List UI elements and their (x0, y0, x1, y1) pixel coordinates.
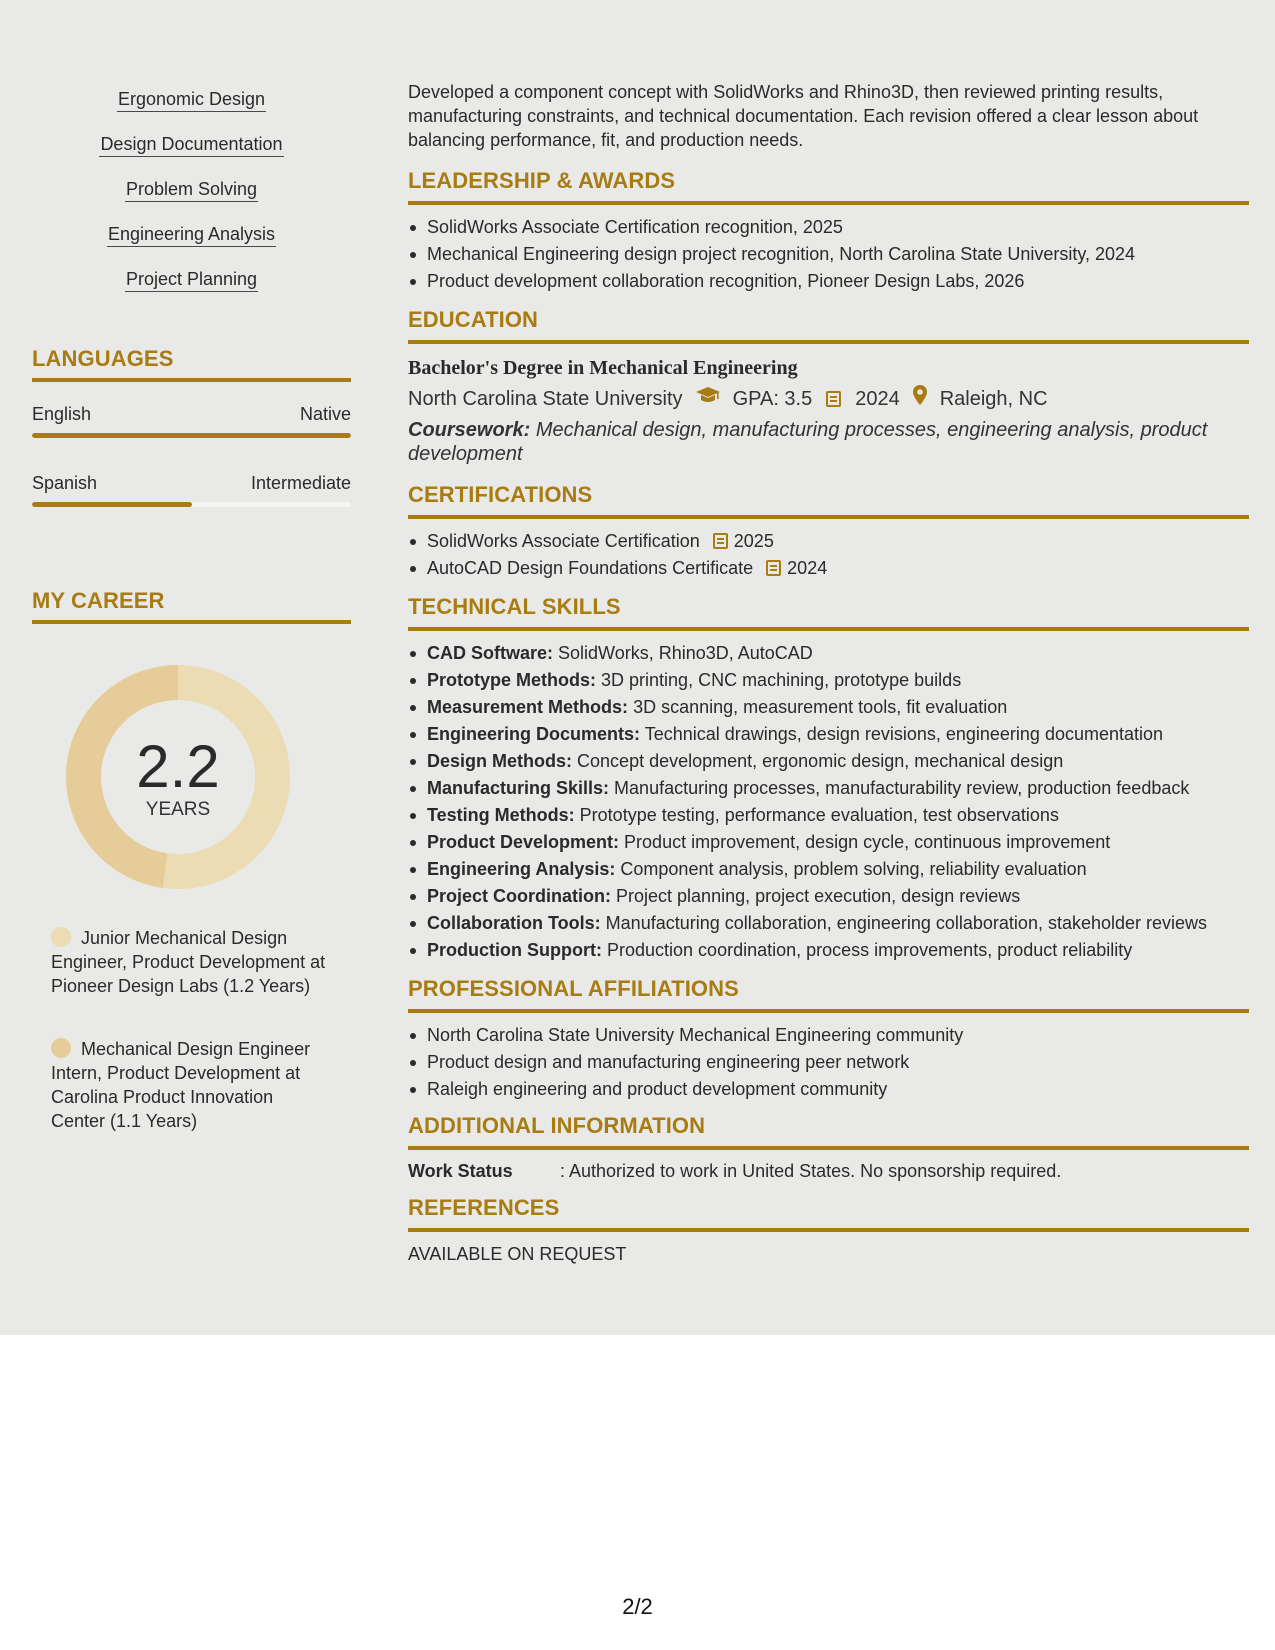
language-level: Intermediate (250, 473, 351, 493)
skills-list (32, 86, 351, 311)
section-rule (408, 1228, 1249, 1232)
list-item: Product design and manufacturing engineering peer network (408, 1049, 1249, 1076)
leadership-section (408, 168, 1249, 295)
career-section (32, 588, 351, 624)
list-item: Product Development: Product improvement, design cycle, continuous improvement (408, 829, 1249, 856)
language-proficiency-bar (32, 502, 351, 507)
list-item: Project Coordination: Project planning, project execution, design reviews (408, 883, 1249, 910)
career-unit: YEARS (145, 799, 211, 820)
graduation-year: 2024 (855, 388, 900, 410)
list-item: Product development collaboration recognition, Pioneer Design Labs, 2026 (408, 268, 1249, 295)
list-item: CAD Software: SolidWorks, Rhino3D, AutoCAD (408, 640, 1249, 667)
legend-dot (51, 927, 71, 947)
certifications-list (408, 528, 1249, 582)
language-proficiency-bar (32, 433, 351, 438)
references-section (408, 1195, 1249, 1266)
certifications-heading: CERTIFICATIONS (408, 482, 593, 507)
list-item: Engineering Analysis: Component analysis, problem solving, reliability evaluation (408, 856, 1249, 883)
skill-item: Project Planning (32, 266, 351, 311)
list-item: Mechanical Engineering design project recognition, North Carolina State University, 2024 (408, 241, 1249, 268)
section-rule (408, 1146, 1249, 1150)
list-item: SolidWorks Associate Certification recognition, 2025 (408, 214, 1249, 241)
leadership-heading: LEADERSHIP & AWARDS (408, 168, 676, 193)
list-item: Production Support: Production coordination, process improvements, product reliability (408, 937, 1249, 964)
graduation-cap-icon (695, 385, 721, 413)
coursework: Coursework: Mechanical design, manufacturing processes, engineering analysis, product development (408, 419, 1208, 465)
career-donut-chart (66, 665, 290, 889)
education-heading: EDUCATION (408, 307, 539, 332)
list-item: Prototype Methods: 3D printing, CNC machining, prototype builds (408, 667, 1249, 694)
affiliations-section (408, 976, 1249, 1103)
work-status-row (408, 1159, 1249, 1183)
technical-skills-list (408, 640, 1249, 964)
languages-section (32, 346, 351, 382)
calendar-icon (713, 533, 728, 549)
list-item: Measurement Methods: 3D scanning, measurement tools, fit evaluation (408, 694, 1249, 721)
section-rule (32, 378, 351, 382)
skill-item: Engineering Analysis (32, 221, 351, 266)
career-legend-item: Mechanical Design Engineer Intern, Product Development at Carolina Product Innovation Center (1.1 Years) (51, 1039, 311, 1131)
language-item-spanish (32, 472, 351, 507)
career-legend-item: Junior Mechanical Design Engineer, Product Development at Pioneer Design Labs (1.2 Years) (51, 928, 326, 996)
list-item: North Carolina State University Mechanical Engineering community (408, 1022, 1249, 1049)
references-heading: REFERENCES (408, 1195, 560, 1220)
certifications-section (408, 482, 1249, 582)
list-item: AutoCAD Design Foundations Certificate 2024 (408, 555, 1249, 582)
degree-title: Bachelor's Degree in Mechanical Engineering (408, 357, 798, 379)
skill-item: Ergonomic Design (32, 86, 351, 131)
additional-info-heading: ADDITIONAL INFORMATION (408, 1113, 706, 1138)
section-rule (408, 201, 1249, 205)
list-item: Engineering Documents: Technical drawings, design revisions, engineering documentation (408, 721, 1249, 748)
intro-paragraph: Developed a component concept with SolidWorks and Rhino3D, then reviewed printing results, manufacturing constraints, and technical documentation. Each revision offered a clear lesson about balancing performance, fit, and production needs. (408, 82, 1199, 150)
additional-info-section (408, 1113, 1249, 1183)
location: Raleigh, NC (939, 388, 1048, 410)
section-rule (408, 340, 1249, 344)
proficiency-fill (32, 433, 351, 438)
school-name: North Carolina State University (408, 388, 683, 410)
references-text: AVAILABLE ON REQUEST (408, 1244, 627, 1264)
language-name: Spanish (32, 473, 98, 493)
languages-heading: LANGUAGES (32, 346, 174, 371)
affiliations-list (408, 1022, 1249, 1103)
education-section (408, 307, 1249, 466)
work-status-value: : Authorized to work in United States. No sponsorship required. (560, 1161, 1062, 1181)
list-item: Manufacturing Skills: Manufacturing processes, manufacturability review, production feedback (408, 775, 1249, 802)
career-heading: MY CAREER (32, 588, 165, 613)
calendar-icon (826, 391, 841, 407)
skill-item: Problem Solving (32, 176, 351, 221)
proficiency-fill (32, 502, 192, 507)
gpa: GPA: 3.5 (732, 388, 813, 410)
legend-dot (51, 1038, 71, 1058)
technical-skills-heading: TECHNICAL SKILLS (408, 594, 621, 619)
list-item: Testing Methods: Prototype testing, performance evaluation, test observations (408, 802, 1249, 829)
leadership-list (408, 214, 1249, 295)
section-rule (408, 627, 1249, 631)
list-item: Collaboration Tools: Manufacturing collaboration, engineering collaboration, stakeholder reviews (408, 910, 1249, 937)
page-number: 2/2 (622, 1594, 653, 1619)
section-rule (408, 1009, 1249, 1013)
coursework-label: Coursework: (408, 419, 531, 441)
section-rule (32, 620, 351, 624)
education-meta (408, 384, 1249, 414)
skill-item: Design Documentation (32, 131, 351, 176)
technical-skills-section (408, 594, 1249, 964)
list-item: SolidWorks Associate Certification 2025 (408, 528, 1249, 555)
list-item: Raleigh engineering and product development community (408, 1076, 1249, 1103)
language-name: English (32, 404, 92, 424)
career-total: 2.2 (136, 733, 220, 800)
section-rule (408, 515, 1249, 519)
affiliations-heading: PROFESSIONAL AFFILIATIONS (408, 976, 739, 1001)
calendar-icon (766, 560, 781, 576)
list-item: Design Methods: Concept development, ergonomic design, mechanical design (408, 748, 1249, 775)
language-item-english (32, 403, 351, 438)
work-status-label: Work Status (408, 1161, 513, 1181)
language-level: Native (299, 404, 351, 424)
location-pin-icon (912, 384, 928, 414)
